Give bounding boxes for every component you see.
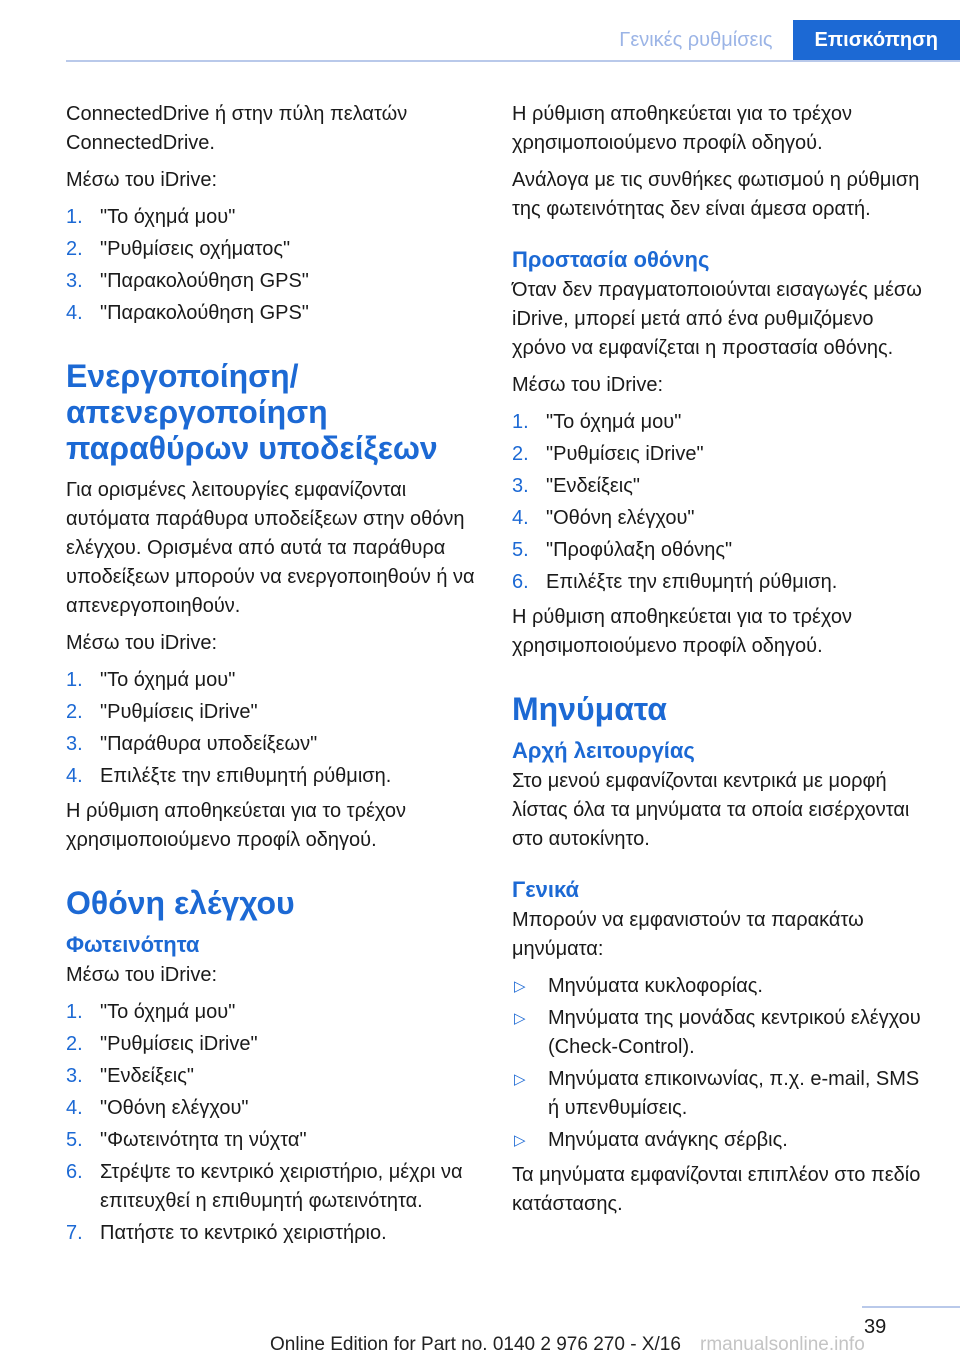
via-idrive-label: Μέσω του iDrive:: [66, 169, 217, 191]
edition-footer: Online Edition for Part no. 0140 2 976 270 - X/16: [270, 1334, 681, 1355]
heading-principle: Αρχή λειτουργίας: [512, 738, 695, 763]
list-item: 3. "Παρακολούθηση GPS": [66, 270, 309, 292]
messages-bullet-list: [512, 972, 932, 1155]
tab-overview[interactable]: Επισκόπηση: [793, 20, 960, 60]
status-field-text: Τα μηνύματα εμφανίζονται επιπλέον στο πεδίο κατάστασης.: [512, 1164, 921, 1215]
info-windows-text: Για ορισμένες λειτουργίες εμφανίζονται αυτόματα παράθυρα υποδείξεων στην οθόνη ελέγχου. Ορισμένα από αυτά τα παράθυρα υποδείξεων μπορούν να ενεργοποιηθούν ή να απενεργοποιηθούν.: [66, 479, 475, 617]
heading-messages: Μηνύματα: [512, 691, 667, 727]
header-divider: [66, 60, 960, 62]
heading-brightness: Φωτεινότητα: [66, 932, 200, 957]
list-item: 6. Στρέψτε το κεντρικό χειριστήριο, μέχρι να επιτευχθεί η επιθυμητή φωτεινότητα.: [66, 1161, 463, 1212]
saved-profile-note: Η ρύθμιση αποθηκεύεται για το τρέχον χρησιμοποιούμενο προφίλ οδηγού.: [512, 103, 852, 154]
screen-protection-steps-list: [512, 408, 932, 597]
right-column: [512, 100, 932, 1227]
list-item: 3. "Παράθυρα υποδείξεων": [66, 733, 318, 755]
saved-profile-note: Η ρύθμιση αποθηκεύεται για το τρέχον χρησιμοποιούμενο προφίλ οδηγού.: [66, 800, 406, 851]
list-item: 4. "Οθόνη ελέγχου": [66, 1097, 249, 1119]
triangle-bullet-icon: ▷: [514, 1071, 526, 1088]
intro-text: ConnectedDrive ή στην πύλη πελατών ConnectedDrive.: [66, 103, 408, 154]
triangle-bullet-icon: ▷: [514, 978, 526, 995]
info-windows-steps-list: [66, 666, 480, 791]
screen-protection-text: Όταν δεν πραγματοποιούνται εισαγωγές μέσω iDrive, μπορεί μετά από ένα ρυθμιζόμενο χρόνο να εμφανίζεται η προστασία οθόνης.: [512, 279, 922, 359]
list-item: 6. Επιλέξτε την επιθυμητή ρύθμιση.: [512, 571, 838, 593]
page-number: 39: [864, 1316, 887, 1338]
list-item: 3. "Ενδείξεις": [66, 1065, 194, 1087]
list-item: 2. "Ρυθμίσεις iDrive": [66, 1033, 258, 1055]
list-item: 2. "Ρυθμίσεις iDrive": [66, 701, 258, 723]
principle-text: Στο μενού εμφανίζονται κεντρικά με μορφή λίστας όλα τα μηνύματα τα οποία εισέρχονται στο αυτοκίνητο.: [512, 770, 910, 850]
triangle-bullet-icon: ▷: [514, 1010, 526, 1027]
list-item: 1. "Το όχημά μου": [66, 206, 236, 228]
triangle-bullet-icon: ▷: [514, 1132, 526, 1149]
list-item: 3. "Ενδείξεις": [512, 475, 640, 497]
header-tabs: [599, 20, 960, 60]
via-idrive-label: Μέσω του iDrive:: [66, 632, 217, 654]
heading-info-windows: Ενεργοποίηση/απενεργοποίηση παραθύρων υποδείξεων: [66, 358, 438, 466]
list-item: 2. "Ρυθμίσεις iDrive": [512, 443, 704, 465]
via-idrive-label: Μέσω του iDrive:: [66, 964, 217, 986]
lighting-note: Ανάλογα με τις συνθήκες φωτισμού η ρύθμιση της φωτεινότητας δεν είναι άμεσα ορατή.: [512, 169, 920, 220]
list-item: ▷ Μηνύματα της μονάδας κεντρικού ελέγχου (Check-Control).: [512, 1004, 932, 1062]
gps-steps-list: [66, 203, 480, 328]
watermark: rmanualsonline.info: [700, 1334, 865, 1355]
list-item: 5. "Προφύλαξη οθόνης": [512, 539, 733, 561]
list-item: 4. "Παρακολούθηση GPS": [66, 302, 309, 324]
list-item: ▷ Μηνύματα επικοινωνίας, π.χ. e-mail, SMS ή υπενθυμίσεις.: [512, 1065, 932, 1123]
tab-general-settings[interactable]: Γενικές ρυθμίσεις: [599, 20, 792, 60]
heading-general: Γενικά: [512, 877, 580, 902]
list-item: 7. Πατήστε το κεντρικό χειριστήριο.: [66, 1222, 387, 1244]
list-item: 1. "Το όχημά μου": [512, 411, 682, 433]
list-item: 5. "Φωτεινότητα τη νύχτα": [66, 1129, 307, 1151]
general-text: Μπορούν να εμφανιστούν τα παρακάτω μηνύματα:: [512, 909, 864, 960]
brightness-steps-list: [66, 998, 480, 1248]
list-item: 1. "Το όχημά μου": [66, 669, 236, 691]
via-idrive-label: Μέσω του iDrive:: [512, 374, 663, 396]
heading-control-display: Οθόνη ελέγχου: [66, 885, 295, 921]
list-item: ▷ Μηνύματα κυκλοφορίας.: [512, 972, 932, 1001]
list-item: 1. "Το όχημά μου": [66, 1001, 236, 1023]
list-item: ▷ Μηνύματα ανάγκης σέρβις.: [512, 1126, 932, 1155]
saved-profile-note: Η ρύθμιση αποθηκεύεται για το τρέχον χρησιμοποιούμενο προφίλ οδηγού.: [512, 606, 852, 657]
list-item: 4. "Οθόνη ελέγχου": [512, 507, 695, 529]
heading-screen-protection: Προστασία οθόνης: [512, 247, 710, 272]
list-item: 4. Επιλέξτε την επιθυμητή ρύθμιση.: [66, 765, 392, 787]
left-column: [66, 100, 480, 1254]
footer-divider: [862, 1306, 960, 1308]
list-item: 2. "Ρυθμίσεις οχήματος": [66, 238, 291, 260]
